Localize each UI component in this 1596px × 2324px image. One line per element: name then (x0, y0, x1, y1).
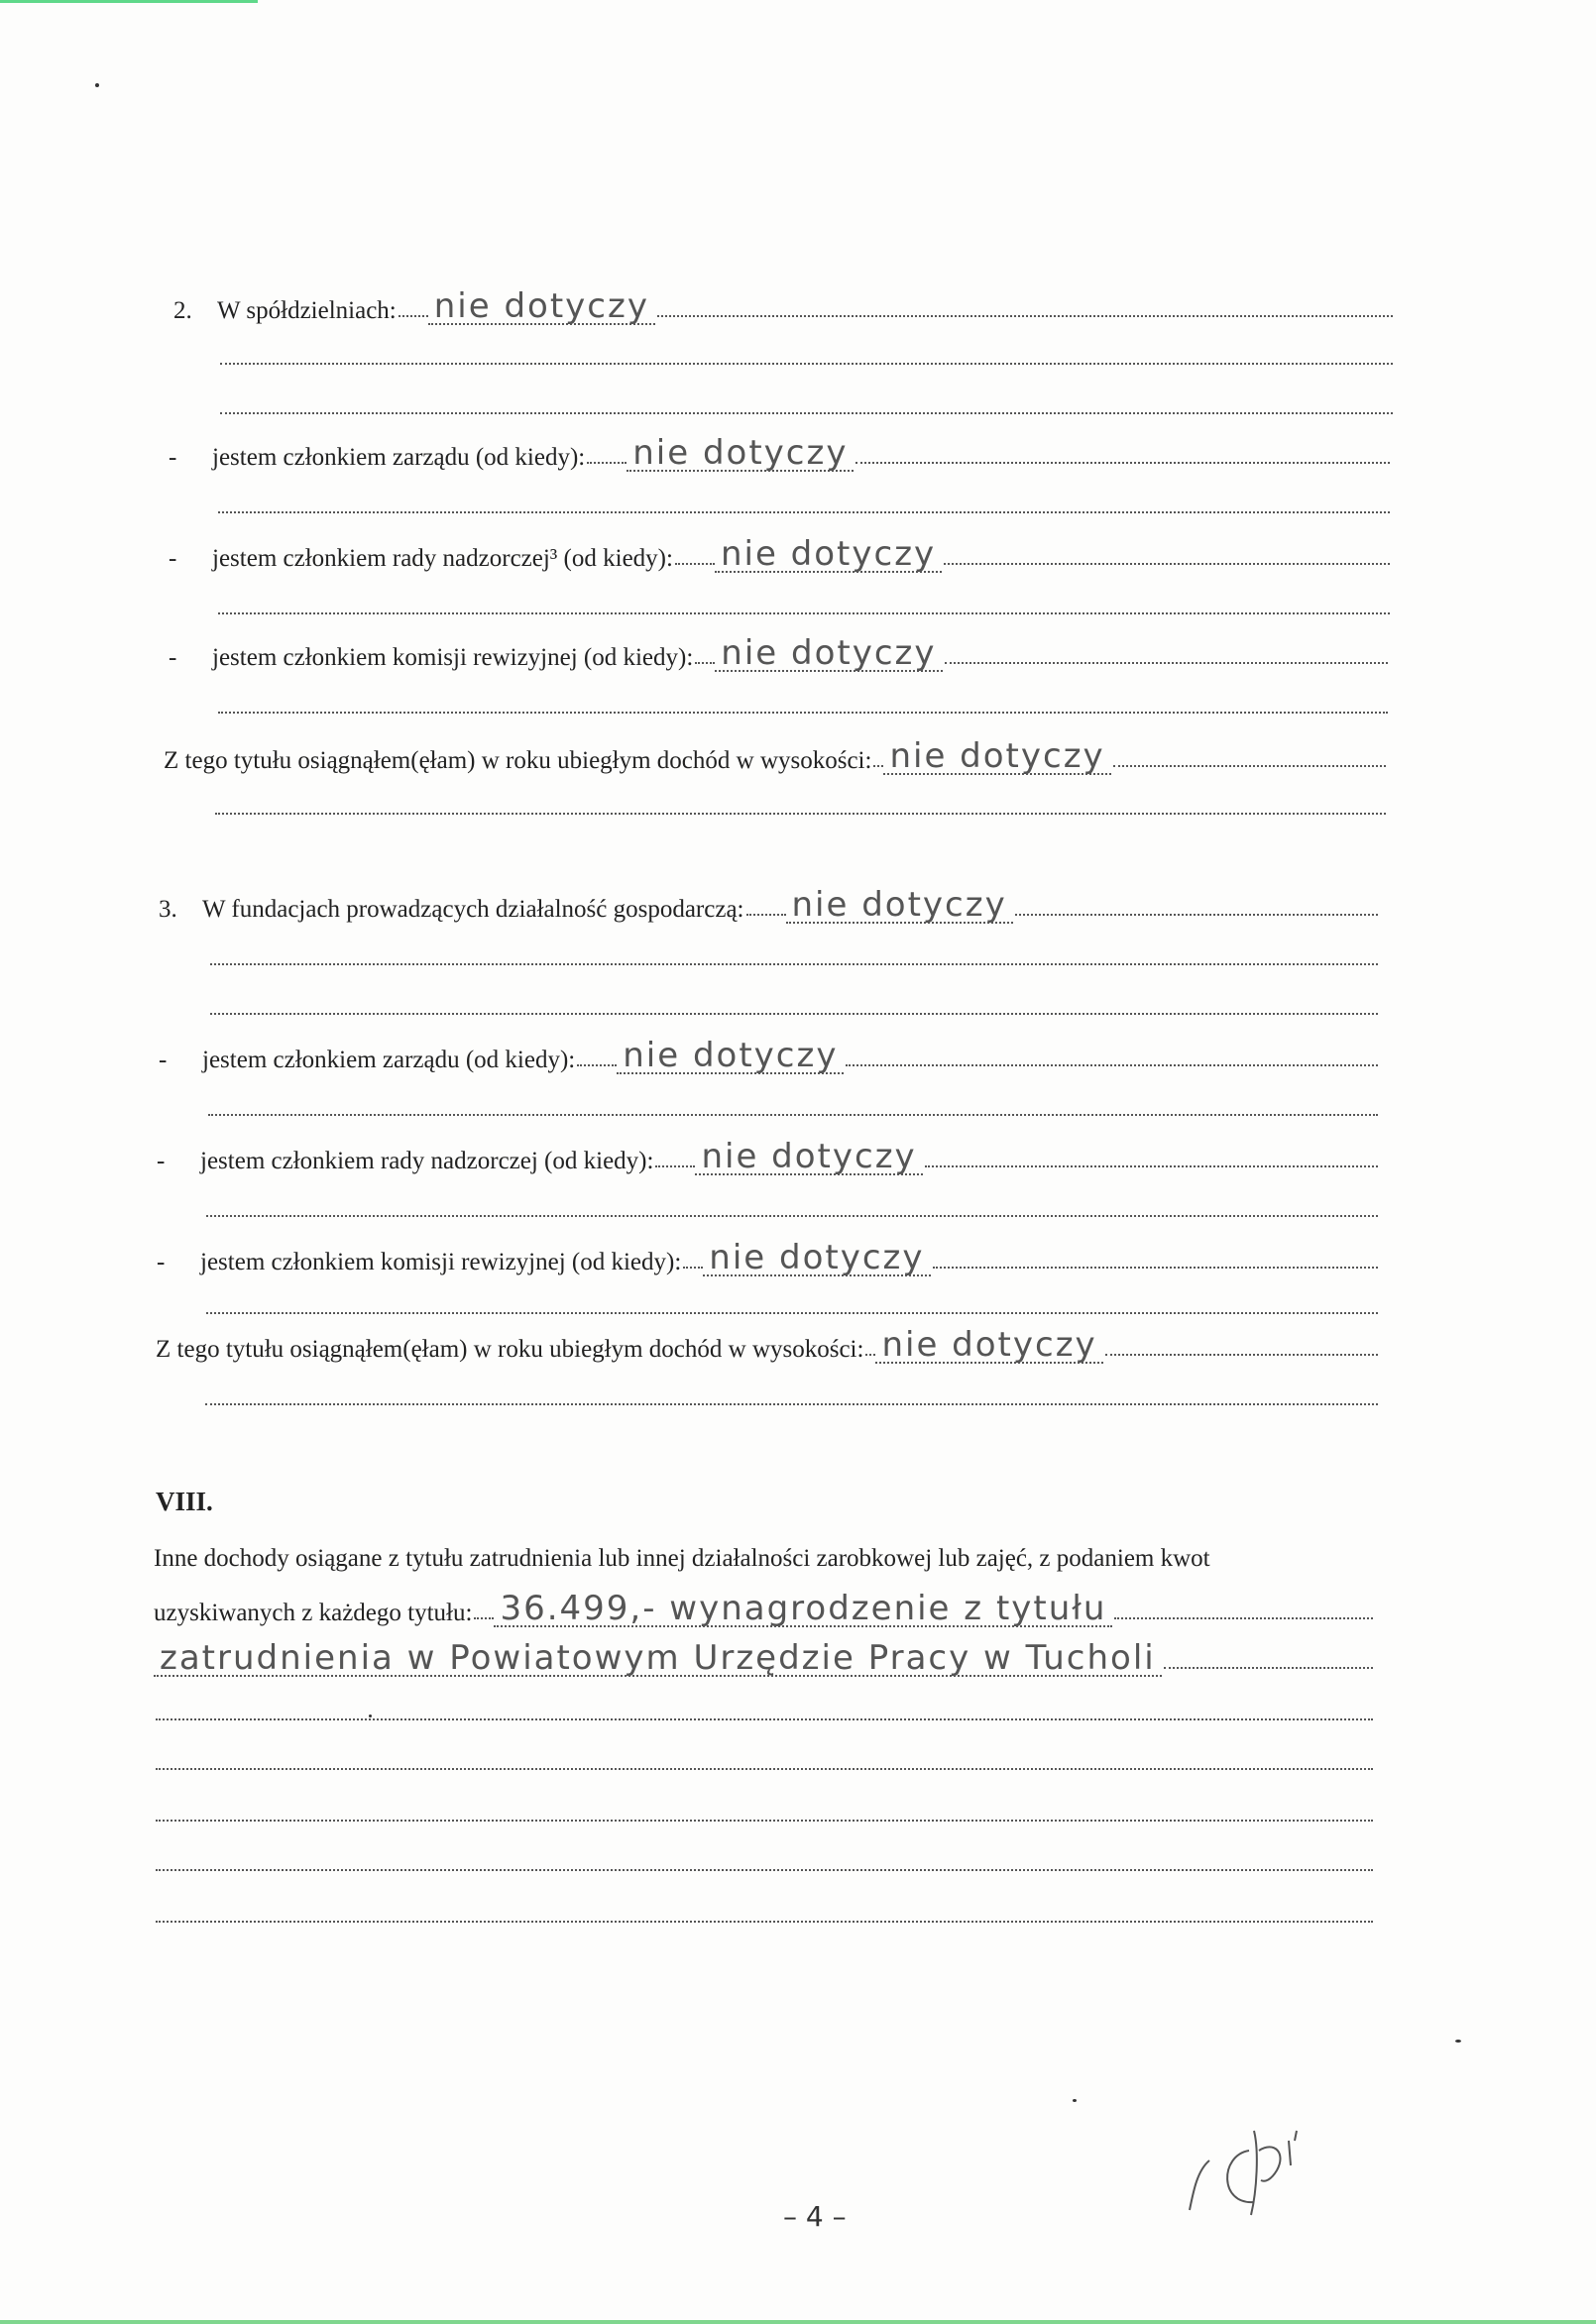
blank-line (216, 680, 1388, 719)
section2-item-supervisory: - jestem członkiem rady nadzorczej³ (od kiedy): nie dotyczy (169, 531, 1390, 571)
page-number: – 4 – (783, 2200, 847, 2233)
section8-label: uzyskiwanych z każdego tytułu: (154, 1600, 473, 1626)
blank-line (216, 581, 1390, 620)
section3-income-answer: nie dotyczy (875, 1328, 1102, 1364)
section3-item-label: jestem członkiem rady nadzorczej (od kiedy): (200, 1148, 654, 1174)
section2-income-label: Z tego tytułu osiągnąłem(ęłam) w roku ubiegłym dochód w wysokości: (164, 747, 872, 774)
section3-income-line (156, 1322, 1378, 1365)
section8-answer-line2 (154, 1635, 1373, 1678)
section3-answer: nie dotyczy (786, 888, 1013, 924)
section3-income-label: Z tego tytułu osiągnąłem(ęłam) w roku ubiegłym dochód w wysokości: (156, 1336, 864, 1363)
section8-heading: VIII. (156, 1487, 213, 1516)
blank-line (204, 1280, 1378, 1320)
section3-item-answer: nie dotyczy (617, 1039, 844, 1074)
section2-header-line (173, 283, 1393, 326)
blank-line (218, 331, 1393, 371)
section2-item-answer: nie dotyczy (627, 436, 854, 472)
section2-number: 2. (173, 297, 192, 324)
blank-line (154, 1788, 1373, 1827)
blank-line (208, 981, 1378, 1021)
section3-header-line (159, 882, 1378, 925)
scan-speck (1455, 2040, 1461, 2043)
section2-item-board: - jestem członkiem zarządu (od kiedy): nie dotyczy (169, 430, 1390, 470)
section2-item-audit: - jestem członkiem komisji rewizyjnej (od kiedy): nie dotyczy (169, 630, 1388, 670)
blank-line (218, 381, 1393, 420)
section2-income-answer: nie dotyczy (883, 739, 1110, 775)
blank-line (154, 1687, 1373, 1726)
section3-item-audit: - jestem członkiem komisji rewizyjnej (od kiedy): nie dotyczy (157, 1235, 1378, 1274)
blank-line (213, 781, 1386, 821)
scan-speck (95, 83, 99, 87)
section2-item-label: jestem członkiem komisji rewizyjnej (od kiedy): (212, 644, 694, 671)
section3-title: W fundacjach prowadzących działalność gospodarczą: (202, 896, 744, 923)
blank-line (154, 1889, 1373, 1929)
blank-line (154, 1736, 1373, 1776)
section3-number: 3. (159, 896, 177, 923)
section8-answer-line1 (154, 1586, 1373, 1628)
scan-edge-bottom (0, 2320, 1596, 2324)
section2-item-answer: nie dotyczy (715, 537, 942, 573)
section8-text: Inne dochody osiągane z tytułu zatrudnienia lub innej działalności zarobkowej lub zajęć, z podaniem kwot (154, 1545, 1210, 1572)
section3-item-label: jestem członkiem zarządu (od kiedy): (202, 1047, 576, 1073)
scan-edge-top (0, 0, 258, 3)
scan-speck (369, 1715, 372, 1717)
section8-answer-1: 36.499,- wynagrodzenie z tytułu (494, 1592, 1112, 1627)
blank-line (206, 1082, 1378, 1122)
section2-income-line (164, 733, 1386, 776)
blank-line (204, 1183, 1378, 1223)
section3-item-supervisory: - jestem członkiem rady nadzorczej (od kiedy): nie dotyczy (157, 1134, 1378, 1173)
section2-item-label: jestem członkiem zarządu (od kiedy): (212, 444, 586, 471)
blank-line (216, 480, 1390, 519)
section3-item-label: jestem członkiem komisji rewizyjnej (od kiedy): (200, 1249, 682, 1275)
section2-answer: nie dotyczy (428, 289, 655, 325)
section2-item-answer: nie dotyczy (715, 636, 942, 672)
section3-item-answer: nie dotyczy (703, 1241, 930, 1276)
scan-speck (1073, 2099, 1077, 2102)
signature-icon (1180, 2111, 1378, 2220)
section3-item-board: - jestem członkiem zarządu (od kiedy): nie dotyczy (159, 1033, 1378, 1072)
blank-line (203, 1372, 1378, 1411)
blank-line (154, 1837, 1373, 1877)
blank-line (208, 932, 1378, 971)
section2-item-label: jestem członkiem rady nadzorczej³ (od kiedy): (212, 545, 673, 572)
section8-answer-2: zatrudnienia w Powiatowym Urzędzie Pracy w Tucholi (154, 1641, 1162, 1677)
section2-title: W spółdzielniach: (217, 297, 397, 324)
section3-item-answer: nie dotyczy (695, 1140, 922, 1175)
